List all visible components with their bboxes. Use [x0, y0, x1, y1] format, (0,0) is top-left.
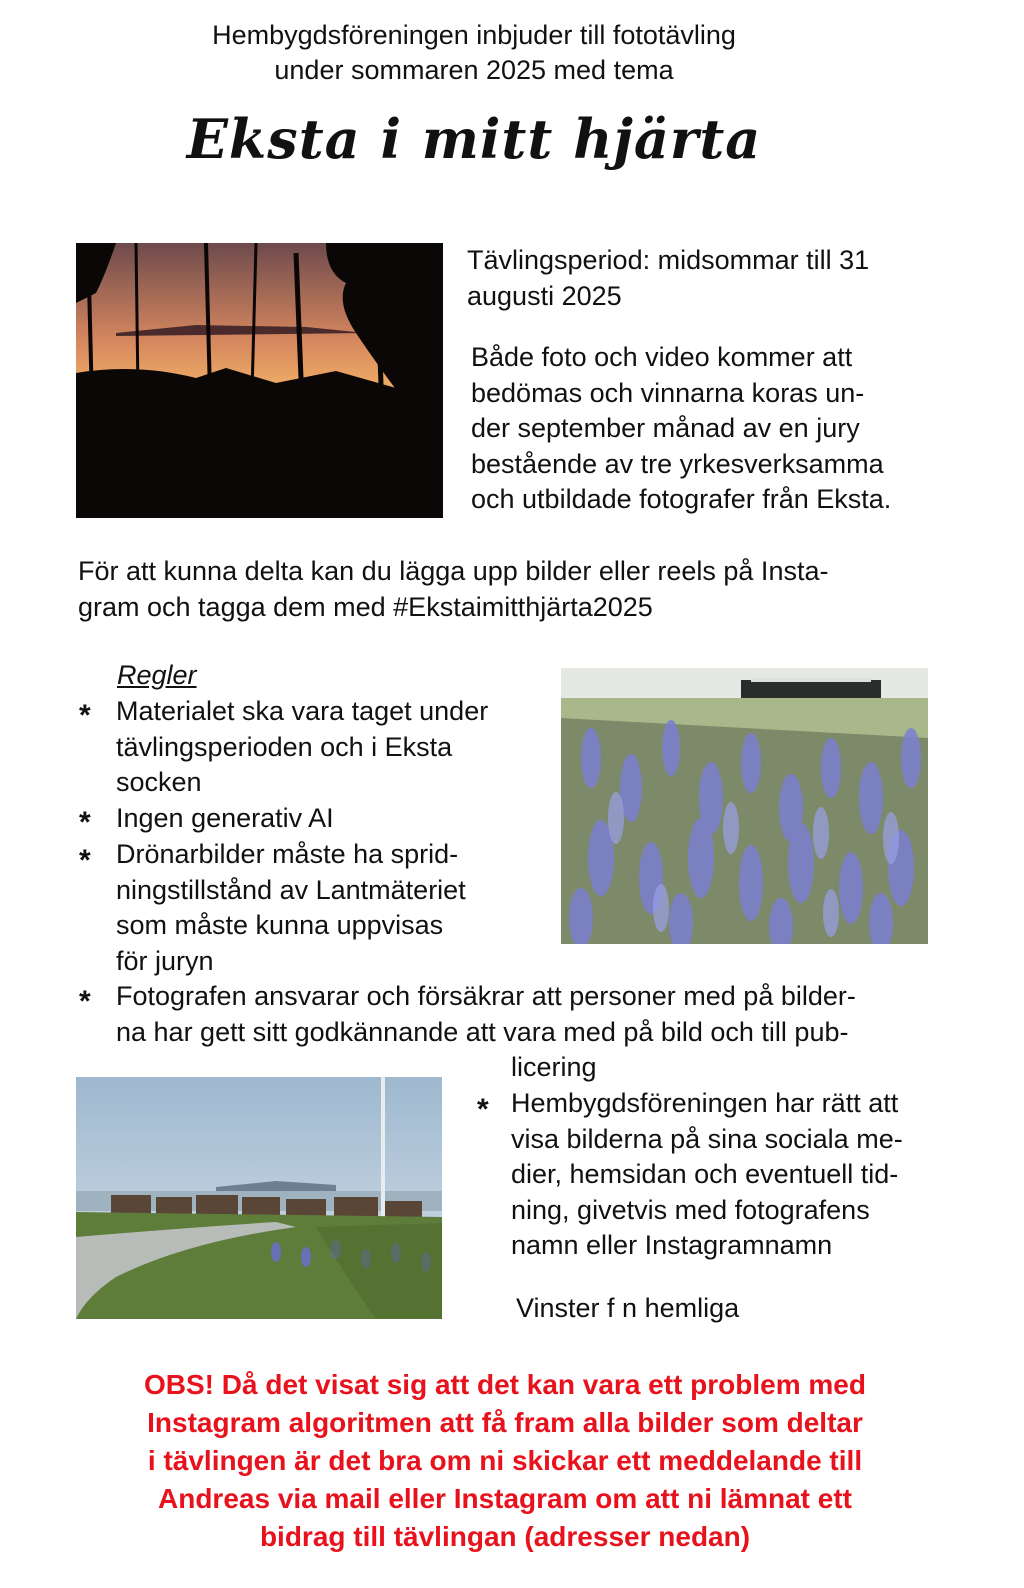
text-line: licering — [511, 1052, 597, 1082]
text-line: Ingen generativ AI — [116, 803, 334, 833]
competition-period — [467, 243, 869, 314]
text-line: Fotografen ansvarar och försäkrar att personer med på bilder- — [116, 981, 856, 1011]
sunset-photo — [76, 243, 443, 518]
text-line: gram och tagga dem med #Ekstaimitthjärta2025 — [78, 591, 653, 622]
rules-heading: Regler — [117, 660, 197, 690]
period-line: augusti 2025 — [467, 280, 622, 311]
rule-item — [116, 837, 466, 979]
bullet-icon: * — [79, 985, 91, 1018]
bullet-icon: * — [79, 806, 91, 839]
rule-item — [116, 694, 488, 801]
text-line: socken — [116, 767, 202, 797]
notice-line: Andreas via mail eller Instagram om att ni lämnat ett — [158, 1483, 852, 1514]
village-photo — [76, 1077, 442, 1319]
text-line: der september månad av en jury — [471, 413, 860, 443]
text-line: ningstillstånd av Lantmäteriet — [116, 874, 466, 905]
flowers-photo — [561, 668, 928, 944]
text-line: och utbildade fotografer från Eksta. — [471, 484, 892, 514]
text-line: Både foto och video kommer att — [471, 342, 853, 372]
judging-paragraph — [471, 340, 891, 518]
intro-text — [0, 18, 948, 88]
notice-line: bidrag till tävlingan (adresser nedan) — [259, 1521, 751, 1552]
bullet-icon: * — [477, 1093, 489, 1126]
bullet-icon: * — [79, 699, 91, 732]
text-line: För att kunna delta kan du lägga upp bilder eller reels på Insta- — [78, 556, 829, 586]
rule-item — [116, 801, 334, 837]
text-line: som måste kunna uppvisas — [116, 910, 444, 940]
text-line: ning, givetvis med fotografens — [511, 1194, 870, 1225]
text-line: för juryn — [116, 945, 214, 976]
text-line: Hembygdsföreningen har rätt att — [511, 1088, 899, 1118]
text-line: visa bilderna på sina sociala me- — [511, 1123, 903, 1154]
notice-text — [40, 1366, 970, 1556]
text-line: bedömas och vinnarna koras un- — [471, 377, 865, 408]
intro-line: under sommaren 2025 med tema — [274, 55, 674, 85]
notice-line: Instagram algoritmen att få fram alla bilder som deltar — [147, 1407, 863, 1438]
text-line: bestående av tre yrkesverksamma — [471, 448, 884, 479]
rule-item — [511, 1086, 903, 1264]
text-line: tävlingsperioden och i Eksta — [116, 731, 453, 762]
notice-line: OBS! Då det visat sig att det kan vara ett problem med — [144, 1369, 866, 1400]
text-line: dier, hemsidan och eventuell tid- — [511, 1159, 899, 1189]
prizes-text: Vinster f n hemliga — [516, 1293, 740, 1323]
text-line: Materialet ska vara taget under — [116, 696, 489, 726]
period-line: Tävlingsperiod: midsommar till 31 — [467, 245, 870, 275]
page-title: Eksta i mitt hjärta — [186, 107, 762, 171]
participate-paragraph — [78, 554, 828, 625]
text-line: Drönarbilder måste ha sprid- — [116, 839, 459, 869]
notice-line: i tävlingen är det bra om ni skickar ett meddelande till — [147, 1445, 863, 1476]
intro-line: Hembygdsföreningen inbjuder till fototävling — [212, 20, 736, 50]
rule-item — [116, 979, 946, 1086]
bullet-icon: * — [79, 844, 91, 877]
text-line: namn eller Instagramnamn — [511, 1230, 833, 1260]
text-line: na har gett sitt godkännande att vara med på bild och till pub- — [116, 1016, 849, 1047]
